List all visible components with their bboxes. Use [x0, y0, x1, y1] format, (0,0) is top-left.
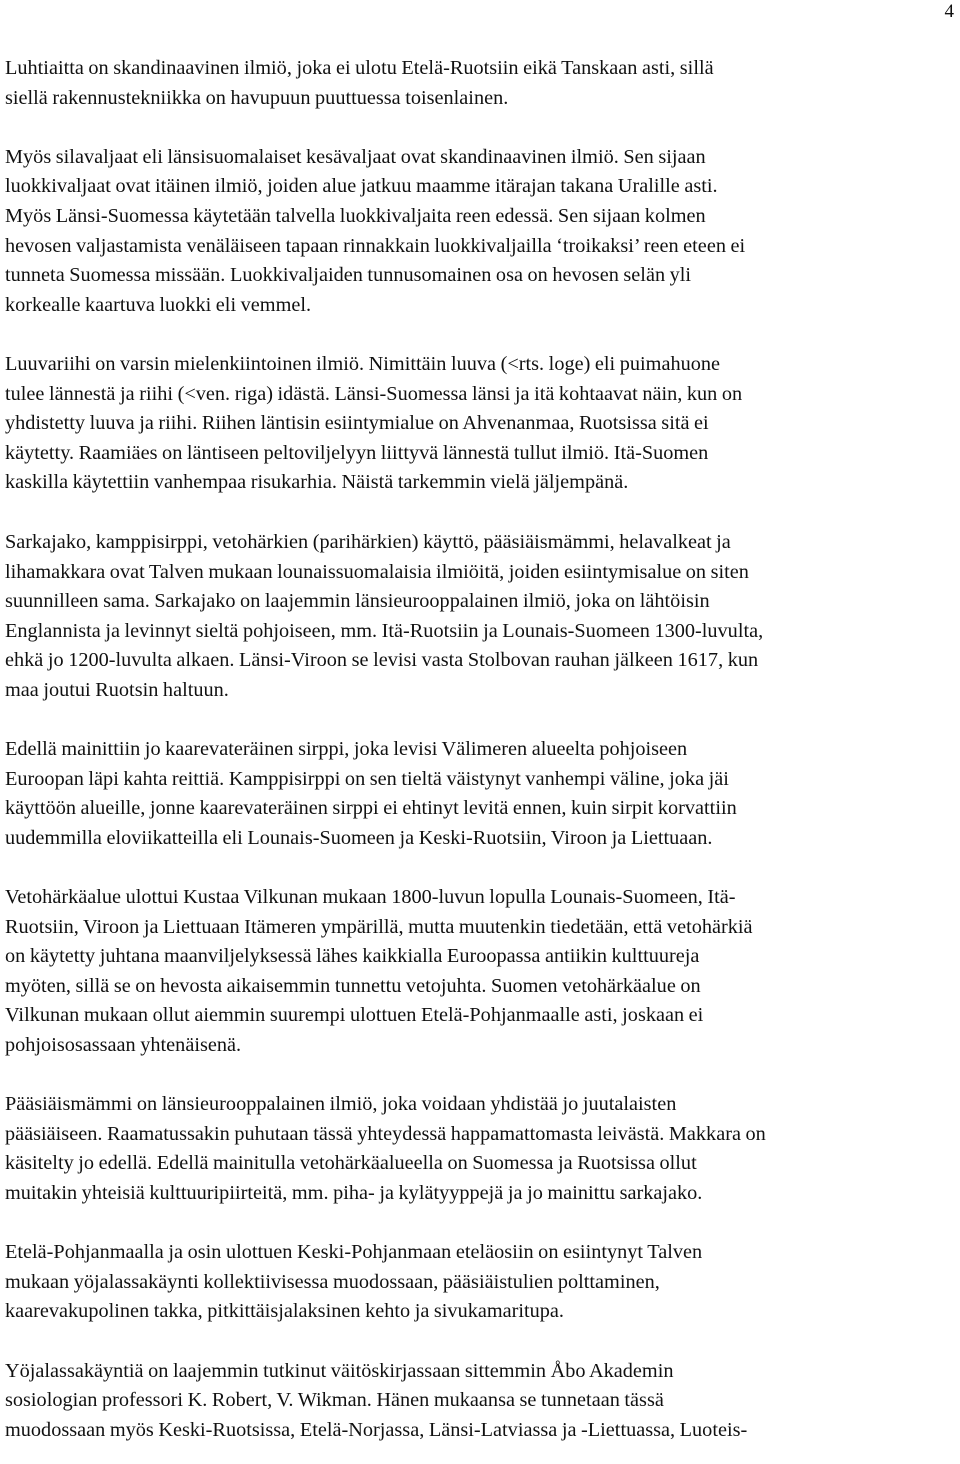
text-line: kaarevakupolinen takka, pitkittäisjalaksinen kehto ja sivukamaritupa. [5, 1300, 565, 1323]
paragraph-spacer [5, 113, 955, 143]
paragraph-sirppi [5, 735, 955, 853]
text-line: käsitelty jo edellä. Edellä mainitulla vetohärkäalueella on Suomessa ja Ruotsissa ollut [5, 1152, 697, 1175]
paragraph-spacer [5, 320, 955, 350]
text-line: Vetohärkäalue ulottui Kustaa Vilkunan mukaan 1800-luvun lopulla Lounais-Suomeen, Itä- [5, 886, 736, 909]
paragraph-spacer [5, 1327, 955, 1357]
text-line: Euroopan läpi kahta reittiä. Kamppisirppi on sen tieltä väistynyt vanhempi väline, joka jäi [5, 767, 729, 790]
paragraph-spacer [5, 1061, 955, 1091]
paragraph-sarkajako [5, 528, 955, 706]
document-body [5, 54, 955, 1445]
text-line: lihamakkara ovat Talven mukaan lounaissuomalaisia ilmiöitä, joiden esiintymisalue on siten [5, 560, 749, 583]
text-line: maa joutui Ruotsin haltuun. [5, 678, 229, 701]
paragraph-vetoharka [5, 883, 955, 1061]
text-line: korkealle kaartuva luokki eli vemmel. [5, 293, 312, 316]
text-line: käytetty. Raamiäes on läntiseen peltoviljelyyn liittyvä lännestä tullut ilmiö. Itä-Suomen [5, 441, 709, 464]
text-line: Pääsiäismämmi on länsieurooppalainen ilmiö, joka voidaan yhdistää jo juutalaisten [5, 1093, 677, 1116]
text-line: kaskilla käytettiin vanhempaa risukarhia. Näistä tarkemmin vielä jäljempänä. [5, 471, 629, 494]
text-line: ehkä jo 1200-luvulta alkaen. Länsi-Viroon se levisi vasta Stolbovan rauhan jälkeen 1617, kun [5, 649, 759, 672]
text-line: on käytetty juhtana maanviljelyksessä lähes kaikkialla Euroopassa antiikin kulttuureja [5, 945, 700, 968]
text-line: Englannista ja levinnyt sieltä pohjoiseen, mm. Itä-Ruotsiin ja Lounais-Suomeen 1300-luvulta, [5, 619, 764, 642]
text-line: tunneta Suomessa missään. Luokkivaljaiden tunnusomainen osa on hevosen selän yli [5, 264, 692, 287]
text-line: Luuvariihi on varsin mielenkiintoinen ilmiö. Nimittäin luuva (<rts. loge) eli puimahuone [5, 352, 721, 375]
text-line: pääsiäiseen. Raamatussakin puhutaan tässä yhteydessä happamattomasta leivästä. Makkara on [5, 1122, 766, 1145]
text-line: Myös Länsi-Suomessa käytetään talvella luokkivaljaita reen edessä. Sen sijaan kolmen [5, 204, 706, 227]
text-line: muitakin yhteisiä kulttuuripiirteitä, mm. piha- ja kylätyyppejä ja jo mainittu sarkajako. [5, 1181, 703, 1204]
text-line: myöten, sillä se on hevosta aikaisemmin tunnettu vetojuhta. Suomen vetohärkäalue on [5, 974, 701, 997]
text-line: pohjoisosassaan yhtenäisenä. [5, 1034, 242, 1056]
text-line: Etelä-Pohjanmaalla ja osin ulottuen Keski-Pohjanmaan eteläosiin on esiintynyt Talven [5, 1241, 703, 1264]
paragraph-spacer [5, 705, 955, 735]
text-line: yhdistetty luuva ja riihi. Riihen läntisin esiintymialue on Ahvenanmaa, Ruotsissa sitä ei [5, 412, 709, 435]
text-line: käyttöön alueille, jonne kaarevateräinen sirppi ei ehtinyt levitä ennen, kuin sirpit korvattiin [5, 797, 737, 820]
text-line: hevosen valjastamista venäläiseen tapaan rinnakkain luokkivaljailla ‘troikaksi’ reen eteen ei [5, 234, 746, 257]
text-line: mukaan yöjalassakäynti kollektiivisessa muodossaan, pääsiäistulien polttaminen, [5, 1270, 660, 1293]
paragraph-spacer [5, 1209, 955, 1239]
paragraph-yojalassakaynti [5, 1357, 955, 1446]
paragraph-paasiaismammi [5, 1090, 955, 1208]
paragraph-luuvariihi [5, 350, 955, 498]
text-line: siellä rakennustekniikka on havupuun puuttuessa toisenlainen. [5, 86, 509, 109]
page-number: 4 [944, 1, 954, 22]
text-line: Sarkajako, kamppisirppi, vetohärkien (parihärkien) käyttö, pääsiäismämmi, helavalkeat ja [5, 530, 731, 553]
text-line: uudemmilla eloviikatteilla eli Lounais-Suomeen ja Keski-Ruotsiin, Viroon ja Liettuaan. [5, 826, 713, 849]
paragraph-valjaat [5, 143, 955, 321]
text-line: Luhtiaitta on skandinaavinen ilmiö, joka ei ulotu Etelä-Ruotsiin eikä Tanskaan asti, sillä [5, 57, 714, 79]
text-line: Yöjalassakäyntiä on laajemmin tutkinut väitöskirjassaan sittemmin Åbo Akademin [5, 1359, 674, 1382]
paragraph-luhtiaitta [5, 54, 955, 113]
paragraph-spacer [5, 853, 955, 883]
text-line: Ruotsiin, Viroon ja Liettuaan Itämeren ympärillä, mutta muutenkin tiedetään, että vetohärkiä [5, 915, 753, 938]
text-line: luokkivaljaat ovat itäinen ilmiö, joiden alue jatkuu maamme itärajan takana Uralille asti. [5, 175, 718, 198]
text-line: Edellä mainittiin jo kaarevateräinen sirppi, joka levisi Välimeren alueelta pohjoiseen [5, 738, 688, 761]
text-line: sosiologian professori K. Robert, V. Wikman. Hänen mukaansa se tunnetaan tässä [5, 1389, 664, 1412]
paragraph-etela-pohjanmaa [5, 1238, 955, 1327]
text-line: Vilkunan mukaan ollut aiemmin suurempi ulottuen Etelä-Pohjanmaalle asti, joskaan ei [5, 1004, 704, 1027]
text-line: tulee lännestä ja riihi (<ven. riga) idästä. Länsi-Suomessa länsi ja itä kohtaavat näin, kun on [5, 382, 743, 405]
paragraph-spacer [5, 498, 955, 528]
text-line: suunnilleen sama. Sarkajako on laajemmin länsieurooppalainen ilmiö, joka on lähtöisin [5, 590, 710, 613]
text-line: muodossaan myös Keski-Ruotsissa, Etelä-Norjassa, Länsi-Latviassa ja -Liettuassa, Luoteis- [5, 1418, 748, 1441]
text-line: Myös silavaljaat eli länsisuomalaiset kesävaljaat ovat skandinaavinen ilmiö. Sen sijaan [5, 145, 706, 168]
